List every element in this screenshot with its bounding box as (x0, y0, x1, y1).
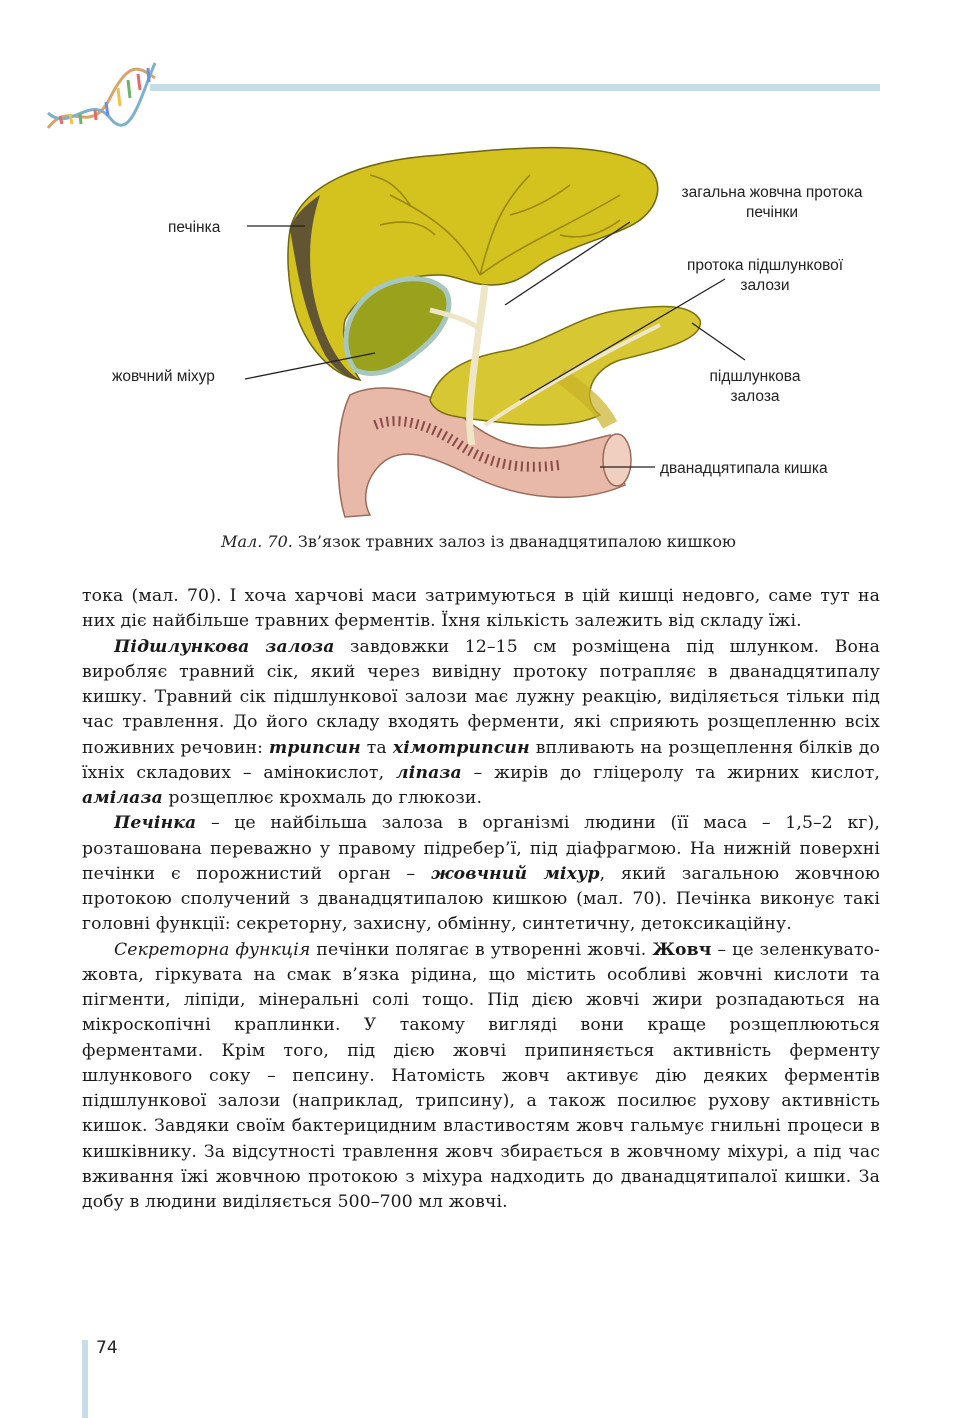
label-duodenum: дванадцятипала кишка (660, 460, 828, 477)
page-number: 74 (96, 1338, 118, 1358)
label-pancreas-line2: залоза (730, 388, 780, 405)
paragraph-4 (82, 938, 880, 1216)
paragraph-2-text-a: завдовжки 12–15 см розміщена під шлунком. Вона виробляє травний сік, який через вивідну протоку потрапляє в дванадцятипалу кишку. Травний сік підшлункової залози має лужну реакцію, виділяється тільки під час травлення. До його складу входять ферменти, які сприяють розщепленню всіх поживних речовин: (82, 636, 880, 758)
label-pancreas-line1: підшлункова (709, 368, 801, 385)
term-secretory-function: Секреторна функція (114, 939, 311, 960)
label-pancreatic-duct-line2: залози (740, 277, 790, 294)
label-pancreatic-duct-line1: протока підшлункової (686, 257, 844, 274)
term-lipase: ліпаза (396, 762, 462, 783)
label-gallbladder: жовчний міхур (112, 368, 215, 385)
label-pancreatic-duct (660, 256, 870, 296)
caption-number: Мал. 70. (221, 532, 293, 551)
label-pancreas (685, 367, 825, 407)
paragraph-3-text-b: , який загальною жовчною протокою сполучений з дванадцятипалою кишкою (мал. 70). Печінка виконує такі головні функції: секреторну, захисну, обмінну, синтетичну, детоксикаційну. (82, 863, 881, 935)
term-pancreas: Підшлункова залоза (114, 636, 335, 657)
caption-text: Зв’язок травних залоз із дванадцятипалою кишкою (292, 532, 736, 551)
term-gallbladder: жовчний міхур (431, 863, 600, 884)
paragraph-2-text-d: – жирів до гліцеролу та жирних кислот, (461, 762, 880, 783)
paragraph-4-text-a: печінки полягає в утворенні жовчі. (310, 939, 653, 960)
term-amylase: амілаза (82, 788, 163, 808)
label-common-bile-duct-line2: печінки (745, 204, 799, 221)
paragraph-2-text-b: та (360, 737, 393, 758)
term-bile: Жовч (652, 939, 712, 960)
paragraph-4-text-b: – це зеленкувато-жовта, гіркувата на смак в’язка рідина, що містить особливі жовчні кислоти та пігменти, ліпіди, мінеральні солі тощо. Під дією жовчі жири розпадаються на мікроскопічні краплинки. У такому вигляді вони краще розщеплюються ферментами. Крім того, під дією жовчі припиняється активність ферменту шлункового соку – пепсину. Натомість жовч активує дію деяких ферментів підшлункової залози (наприклад, трипсину), а також посилює рухову активність кишок. Завдяки своїм бактерицидним властивостям жовч гальмує гнильні процеси в кишківнику. За відсутності травлення жовч збирається в жовчному міхурі, а під час вживання їжі жовчною протокою з міхура надходить до дванадцятипалої кишки. За добу в людини виділяється 500–700 мл жовчі. (82, 939, 880, 1212)
term-trypsin: трипсин (269, 737, 361, 758)
label-common-bile-duct (652, 183, 892, 223)
paragraph-2-text-e: розщеплює крохмаль до глюкози. (162, 788, 483, 808)
label-liver: печінка (168, 219, 221, 236)
paragraph-1: тока (мал. 70). І хоча харчові маси затримуються в цій кишці недовго, саме тут на них діє найбільше травних ферментів. Їхня кількість залежить від складу їжі. (82, 586, 880, 632)
figure-caption (0, 532, 957, 551)
paragraph-2-text-c: впливають на розщеплення білків до їхніх складових – амінокислот, (82, 737, 880, 783)
paragraph-3-text-a: – це найбільша залоза в організмі людини (її маса – 1,5–2 кг), розташована переважно у правому підребер’ї, під діафрагмою. На нижній поверхні печінки є порожнистий орган – (82, 813, 880, 884)
body-text (82, 584, 880, 1215)
paragraph-2 (82, 635, 880, 812)
figure-digestive-glands (100, 125, 890, 520)
header-decor-bar (150, 84, 880, 91)
label-common-bile-duct-line1: загальна жовчна протока (681, 184, 863, 201)
term-liver: Печінка (114, 813, 197, 834)
paragraph-3 (82, 811, 880, 937)
page-margin-bar (82, 1340, 88, 1418)
term-chymotrypsin: хімотрипсин (392, 737, 530, 758)
